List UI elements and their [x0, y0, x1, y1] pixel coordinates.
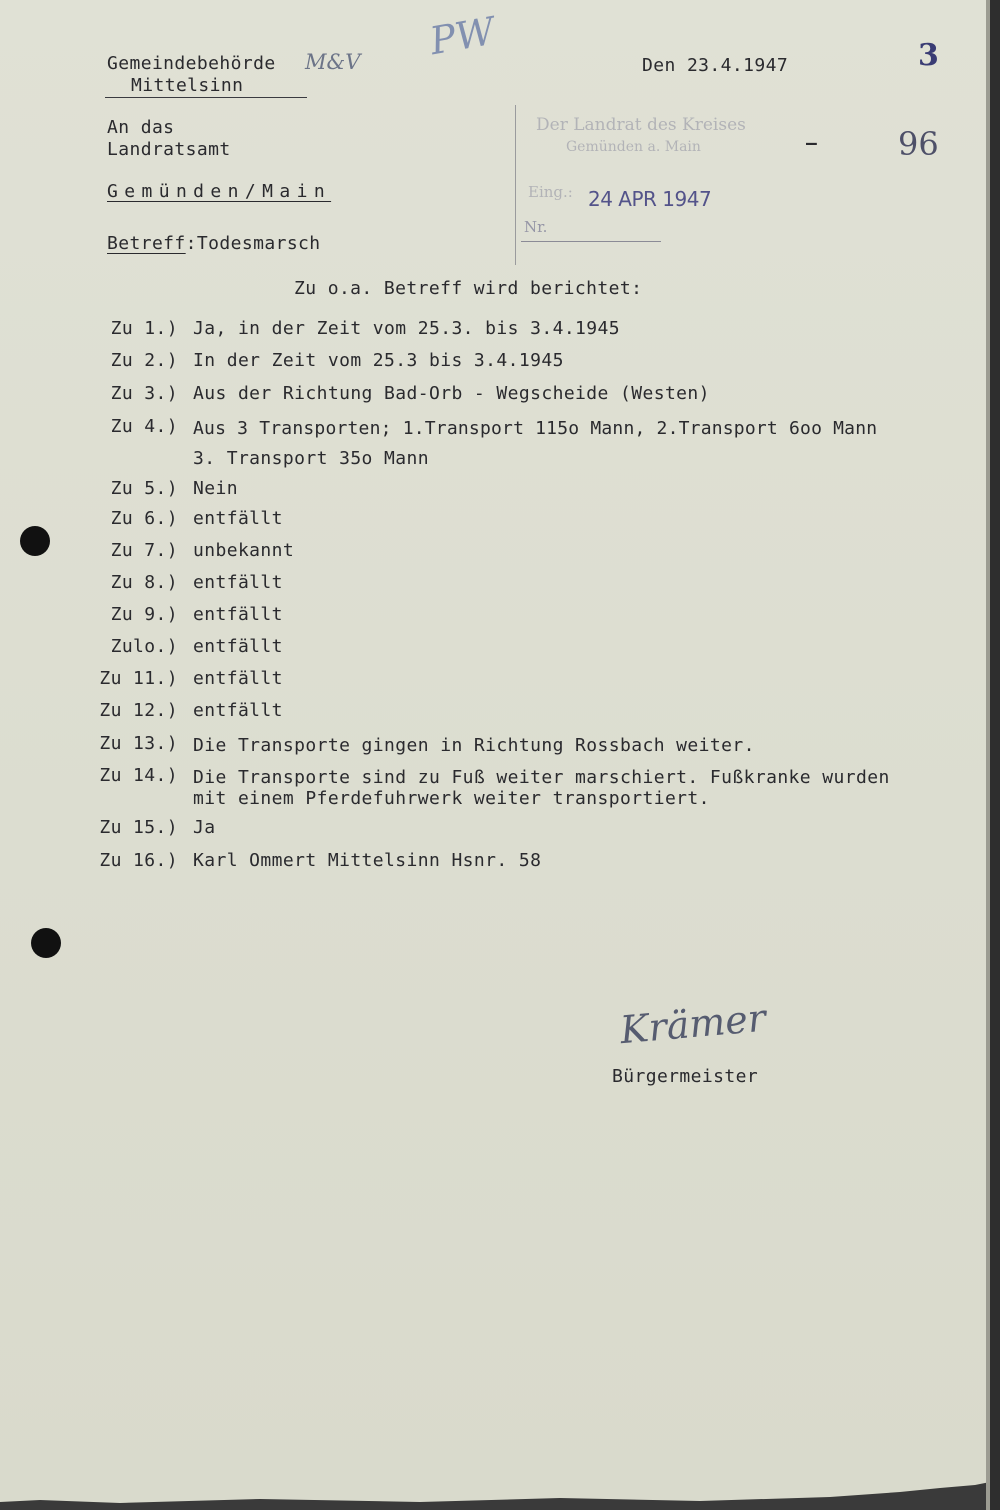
item-text-continuation: 3. Transport 35o Mann: [193, 448, 429, 469]
item-text: unbekannt: [193, 540, 295, 561]
item-text: Karl Ommert Mittelsinn Hsnr. 58: [193, 850, 542, 871]
item-number: Zu 13.): [99, 733, 178, 754]
sender-handnote: M&V: [305, 50, 361, 74]
item-number: Zu 3.): [110, 383, 178, 404]
punch-hole-upper: [20, 526, 50, 556]
stamp-received-label: Eing.:: [528, 183, 573, 201]
stamp-received-date: 24 APR 1947: [588, 187, 712, 211]
item-number: Zulo.): [110, 636, 178, 657]
item-number: Zu 16.): [99, 850, 178, 871]
item-text: entfällt: [193, 572, 283, 593]
stamp-place: Gemünden a. Main: [566, 139, 701, 155]
file-number-dash: –: [806, 133, 818, 154]
item-number: Zu 4.): [110, 416, 178, 437]
item-number: Zu 12.): [99, 700, 178, 721]
item-number: Zu 9.): [110, 604, 178, 625]
pencil-initials: PW: [426, 8, 498, 64]
signatory-title: Bürgermeister: [612, 1066, 759, 1087]
stamp-nr-label: Nr.: [524, 218, 548, 236]
item-number: Zu 11.): [99, 668, 178, 689]
stamp-office: Der Landrat des Kreises: [536, 115, 746, 135]
right-edge-shadow: [986, 0, 1000, 1510]
item-text: Die Transporte sind zu Fuß weiter marschiert. Fußkranke wurden: [193, 767, 890, 788]
item-number: Zu 8.): [110, 572, 178, 593]
item-text-continuation: mit einem Pferdefuhrwerk weiter transportiert.: [193, 788, 710, 809]
item-text: entfällt: [193, 700, 283, 721]
page-number: 3: [918, 38, 939, 73]
item-text: entfällt: [193, 636, 283, 657]
item-number: Zu 14.): [99, 765, 178, 786]
recipient-city: Gemünden/Main: [107, 181, 332, 202]
subject-line: Betreff:Todesmarsch: [107, 233, 321, 254]
received-stamp: [515, 105, 766, 265]
item-text: Nein: [193, 478, 238, 499]
item-text: entfällt: [193, 508, 283, 529]
item-number: Zu 5.): [110, 478, 178, 499]
handwritten-signature: Krämer: [618, 995, 768, 1053]
item-text: Die Transporte gingen in Richtung Rossbach weiter.: [193, 735, 755, 756]
item-text: Ja, in der Zeit vom 25.3. bis 3.4.1945: [193, 318, 621, 339]
report-intro: Zu o.a. Betreff wird berichtet:: [294, 278, 643, 299]
sender-underline: [105, 97, 307, 98]
item-number: Zu 2.): [110, 350, 178, 371]
torn-bottom-edge: [0, 1480, 1000, 1510]
item-text: entfällt: [193, 668, 283, 689]
letter-date: Den 23.4.1947: [642, 55, 789, 76]
sender-authority: Gemeindebehörde: [107, 53, 276, 74]
item-text: In der Zeit vom 25.3 bis 3.4.1945: [193, 350, 564, 371]
item-number: Zu 15.): [99, 817, 178, 838]
item-text: Ja: [193, 817, 216, 838]
item-number: Zu 7.): [110, 540, 178, 561]
subject-value: Todesmarsch: [196, 233, 321, 254]
item-text: entfällt: [193, 604, 283, 625]
subject-label: Betreff: [107, 233, 186, 254]
stamp-nr-line: [521, 241, 661, 242]
item-number: Zu 6.): [110, 508, 178, 529]
item-text: Aus 3 Transporten; 1.Transport 115o Mann, 2.Transport 6oo Mann: [193, 418, 878, 439]
item-number: Zu 1.): [110, 318, 178, 339]
sender-municipality: Mittelsinn: [131, 75, 244, 96]
item-text: Aus der Richtung Bad-Orb - Wegscheide (Westen): [193, 383, 710, 404]
punch-hole-lower: [31, 928, 61, 958]
file-number: 96: [898, 125, 939, 163]
recipient-line2: Landratsamt: [107, 139, 231, 160]
recipient-line1: An das: [107, 117, 175, 138]
